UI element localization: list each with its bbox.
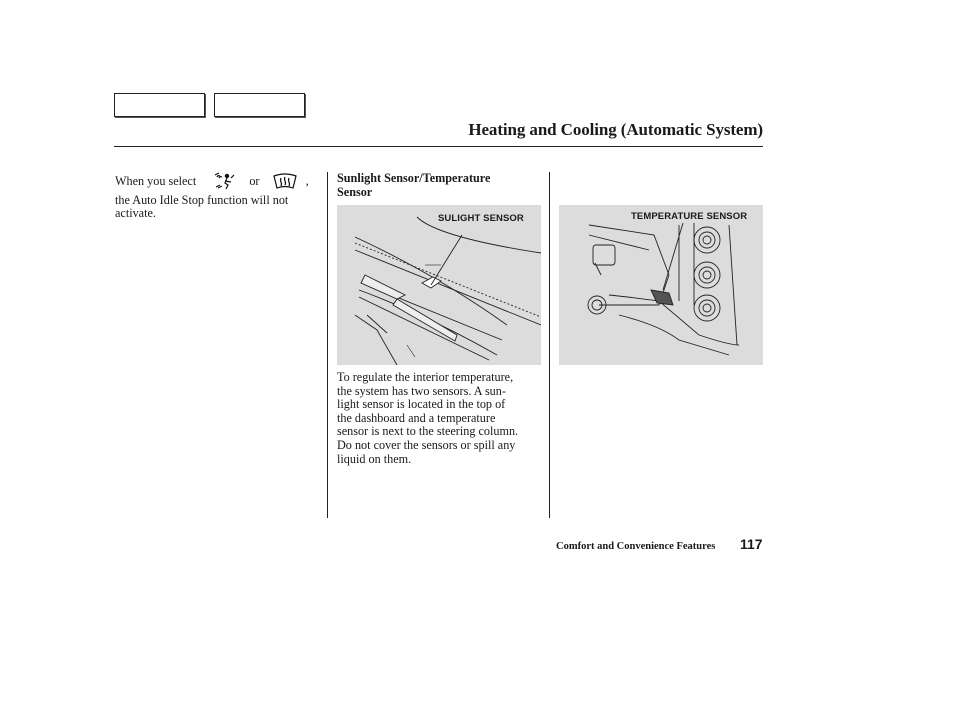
footer-section-title: Comfort and Convenience Features — [556, 541, 716, 552]
temperature-sensor-label: TEMPERATURE SENSOR — [631, 211, 748, 222]
note-line-2: the Auto Idle Stop function will not — [115, 192, 289, 207]
section-heading — [337, 172, 542, 199]
windshield-defrost-icon — [272, 172, 298, 194]
steering-column-illustration — [559, 205, 763, 365]
heading-line: Sensor — [337, 184, 373, 199]
note-line-1 — [115, 172, 320, 194]
paragraph-line: the dashboard and a temperature — [337, 410, 496, 425]
floor-defrost-mode-icon — [211, 172, 237, 194]
title-rule — [114, 146, 763, 147]
paragraph-line: Do not cover the sensors or spill any — [337, 437, 516, 452]
nav-button-prev[interactable] — [114, 93, 205, 117]
sunlight-sensor-label: SULIGHT SENSOR — [438, 213, 524, 224]
column-divider — [327, 172, 328, 518]
note-text: , — [305, 174, 309, 188]
dashboard-illustration — [337, 205, 541, 365]
note-line-3: activate. — [115, 206, 156, 221]
note-text: When you select — [115, 174, 197, 188]
paragraph-line: the system has two sensors. A sun- — [337, 383, 506, 398]
paragraph-line: liquid on them. — [337, 451, 412, 466]
paragraph-line: light sensor is located in the top of — [337, 397, 506, 412]
paragraph-line: To regulate the interior temperature, — [337, 370, 514, 384]
column-divider — [549, 172, 550, 518]
sunlight-sensor-figure — [337, 205, 541, 365]
heading-line: Sunlight Sensor/Temperature — [337, 171, 491, 185]
temperature-sensor-figure — [559, 205, 763, 365]
note-text: or — [249, 174, 260, 188]
page-title: Heating and Cooling (Automatic System) — [468, 120, 763, 139]
nav-button-next[interactable] — [214, 93, 305, 117]
auto-idle-note — [115, 172, 320, 221]
sensor-description — [337, 371, 547, 466]
page-number: 117 — [740, 536, 763, 552]
paragraph-line: sensor is next to the steering column. — [337, 424, 519, 439]
